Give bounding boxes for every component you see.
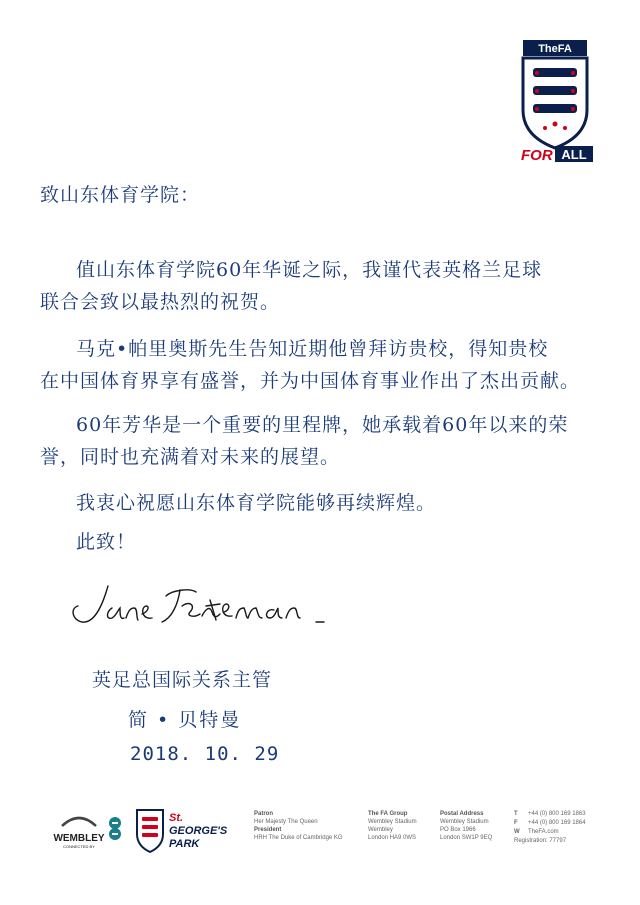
wembley-sub: CONNECTED BY: [63, 844, 95, 849]
crest-bottom-all: ALL: [561, 147, 587, 162]
paragraph-3-line-1: 60年芳华是一个重要的里程牌，她承载着60年以来的荣: [76, 414, 569, 436]
wembley-name: WEMBLEY: [53, 833, 105, 844]
postal-line-3: London SW1P 9EQ: [440, 835, 493, 841]
fa-group-line-2: Wembley: [368, 827, 393, 833]
signatory-title: 英足总国际关系主管: [92, 669, 273, 691]
paragraph-2: [40, 333, 581, 397]
sgp-line-3: PARK: [169, 838, 200, 850]
signatory-name: 简 • 贝特曼: [128, 709, 242, 731]
fa-group-heading: The FA Group: [368, 811, 408, 817]
paragraph-2-line-1: 马克•帕里奥斯先生告知近期他曾拜访贵校，得知贵校: [76, 338, 549, 360]
wembley-logo: [48, 812, 110, 850]
letter-greeting: 致山东体育学院：: [40, 184, 201, 206]
paragraph-1-line-1: 值山东体育学院60年华诞之际，我谨代表英格兰足球: [76, 259, 543, 281]
president-value: HRH The Duke of Cambridge KG: [254, 835, 343, 841]
patron-heading: Patron: [254, 811, 274, 817]
paragraph-1-line-2: 联合会致以最热烈的祝贺。: [40, 291, 281, 313]
footer-postal-address: [440, 810, 492, 842]
postal-heading: Postal Address: [440, 811, 484, 817]
st-georges-park-logo: [133, 806, 228, 854]
patron-value: Her Majesty The Queen: [254, 819, 318, 825]
phone-line: T +44 (0) 800 169 1863: [514, 811, 586, 817]
crest-top-text: TheFA: [538, 43, 572, 55]
letter-date: 2018. 10. 29: [130, 743, 280, 765]
fa-group-line-3: London HA9 0WS: [368, 835, 417, 841]
handwritten-signature: [60, 578, 340, 638]
paragraph-3: [40, 409, 569, 473]
crest-bottom-for: FOR: [521, 147, 553, 162]
president-heading: President: [254, 827, 282, 833]
postal-line-1: Wembley Stadium: [440, 819, 489, 825]
footer-contact: [514, 810, 586, 846]
footer-patron: [254, 810, 343, 842]
registration-line: Registration: 77797: [514, 838, 567, 844]
paragraph-4: 我衷心祝愿山东体育学院能够再续辉煌。: [76, 492, 437, 514]
website-line[interactable]: W TheFA.com: [514, 829, 559, 835]
paragraph-2-line-2: 在中国体育界享有盛誉，并为中国体育事业作出了杰出贡献。: [40, 370, 581, 392]
fa-group-line-1: Wembley Stadium: [368, 819, 417, 825]
sgp-line-2: GEORGE'S: [169, 825, 228, 837]
paragraph-1: [40, 254, 543, 318]
closing-salutation: 此致！: [76, 531, 137, 553]
letterhead-footer: [0, 800, 640, 860]
fa-crest-logo: [515, 40, 595, 162]
footer-fa-group: [368, 810, 417, 842]
paragraph-3-line-2: 誉，同时也充满着对未来的展望。: [40, 446, 341, 468]
postal-line-2: PO Box 1966: [440, 827, 476, 833]
sgp-line-1: St.: [169, 812, 184, 824]
fax-line: F +44 (0) 800 169 1864: [514, 820, 586, 826]
ee-logo-icon: [108, 816, 122, 840]
